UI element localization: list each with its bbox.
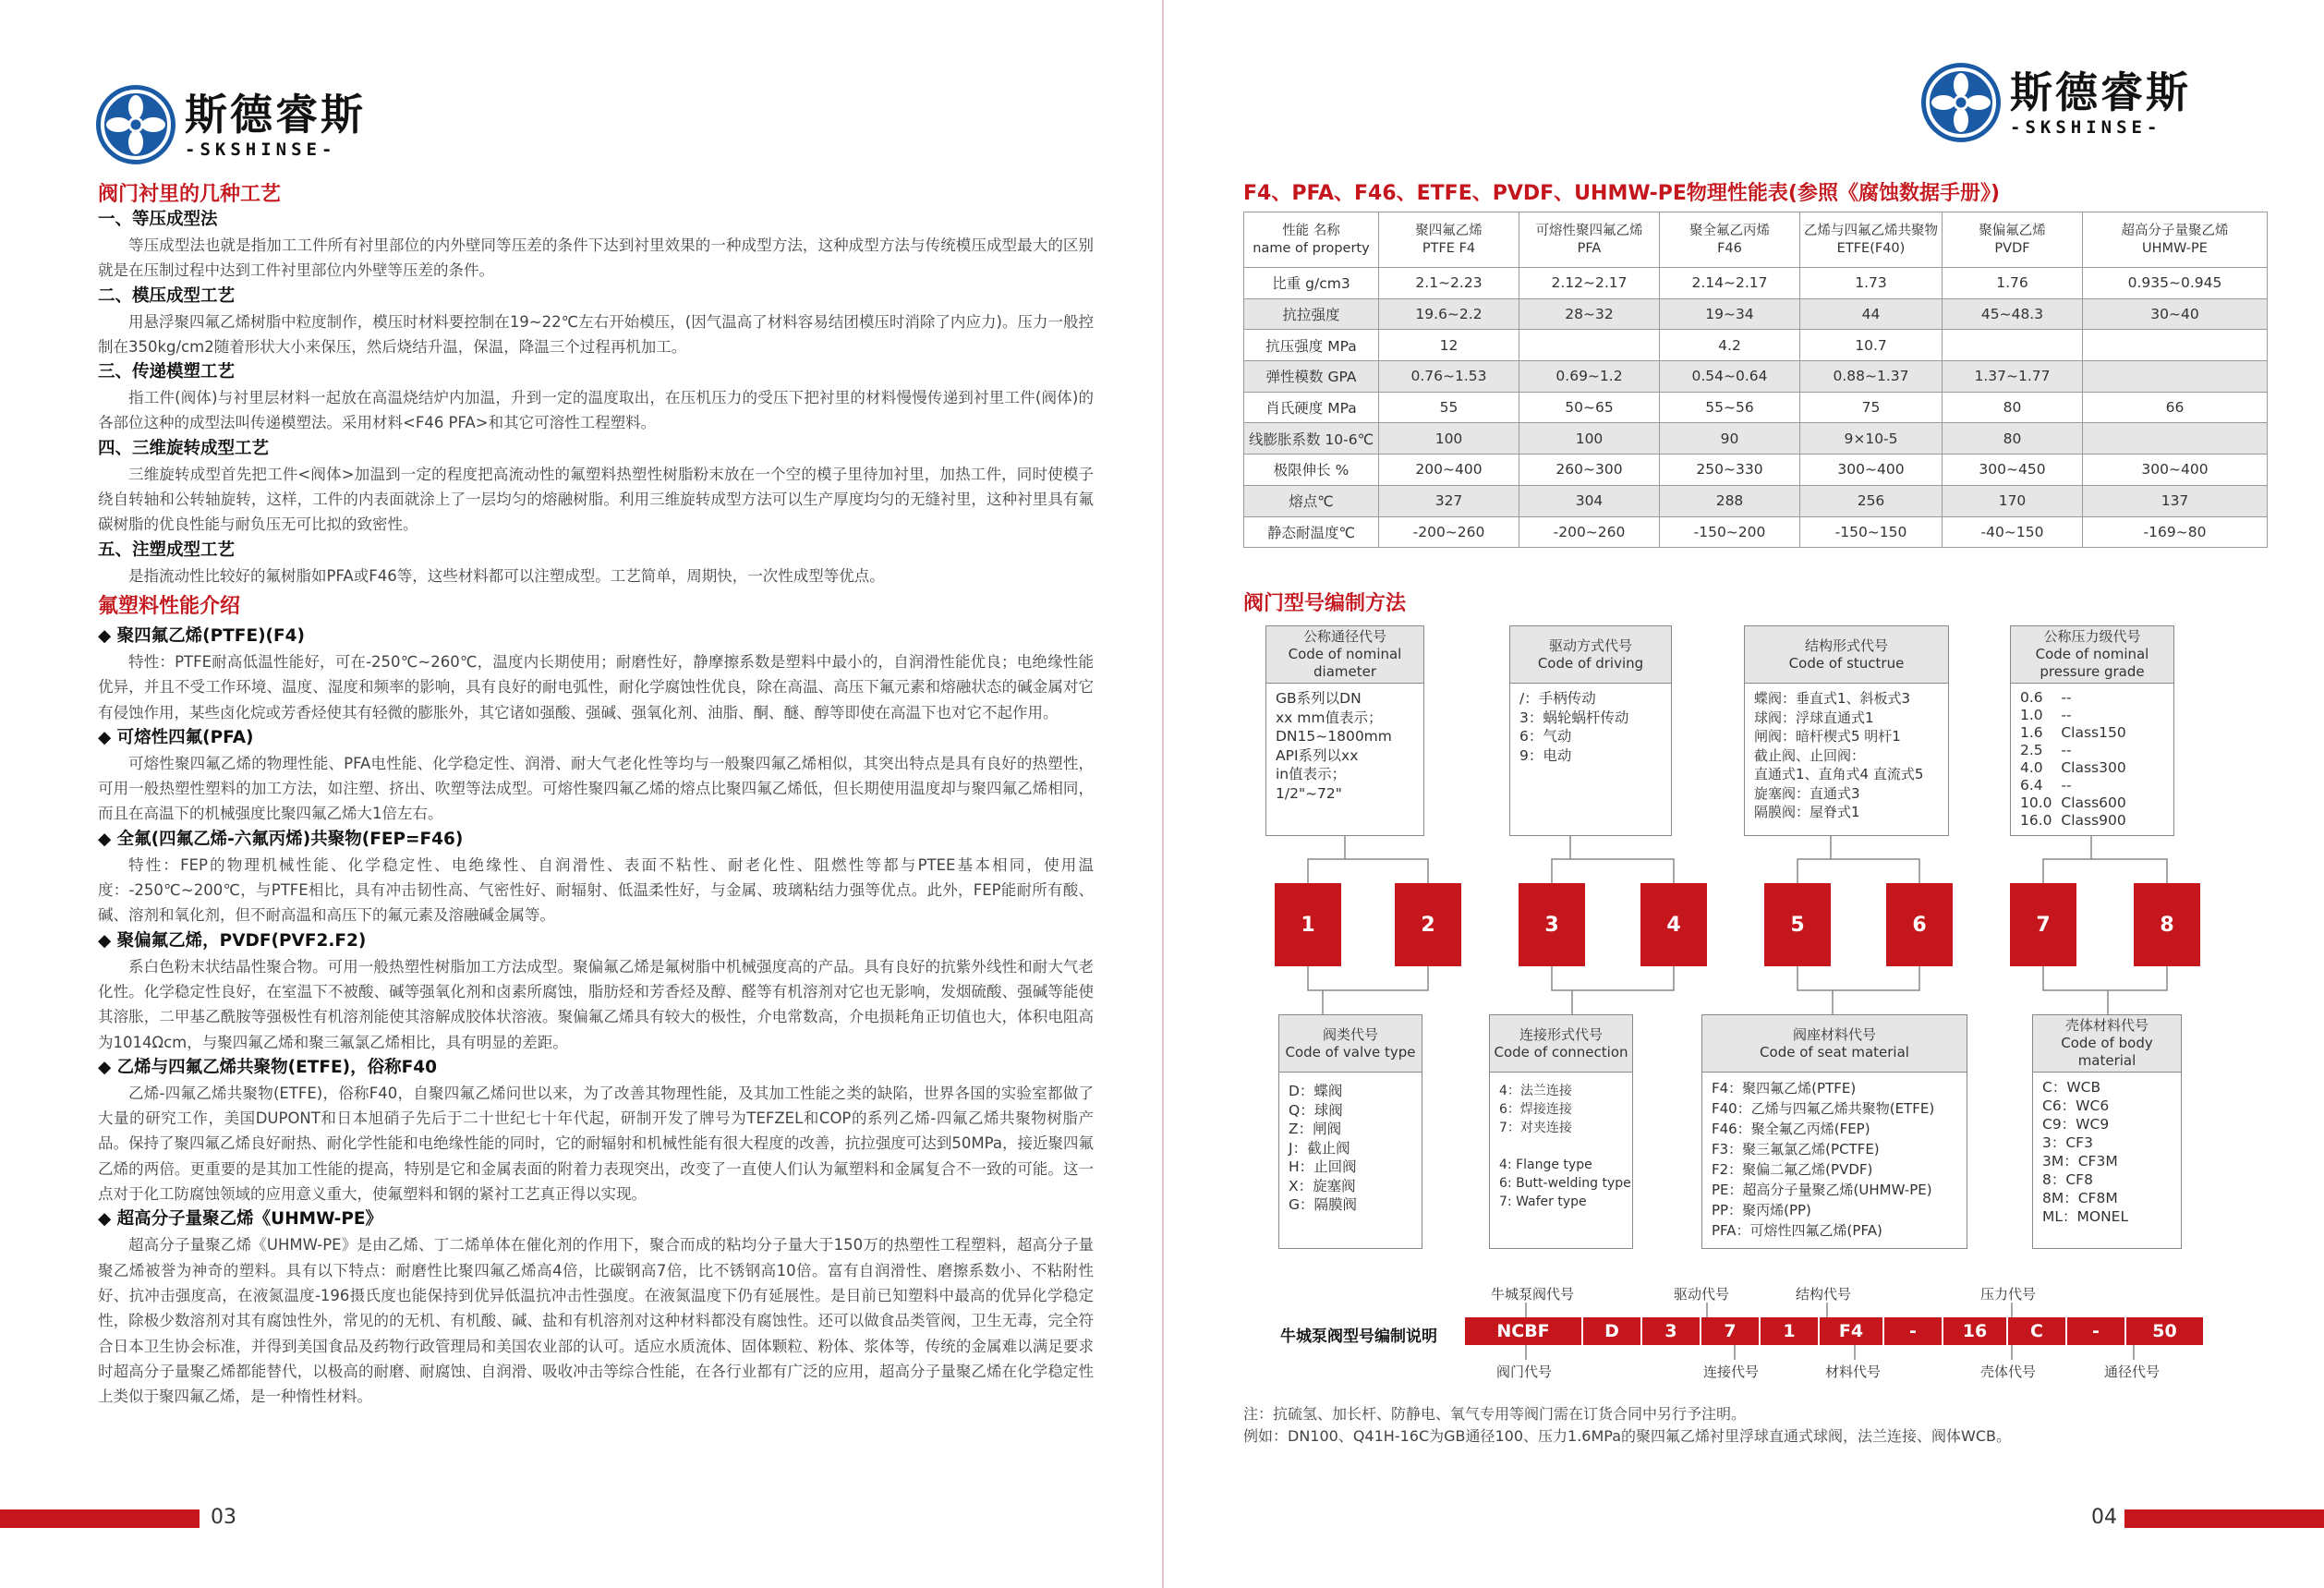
model-example-strip <box>1465 1317 2203 1345</box>
value-cell: 2.12~2.17 <box>1519 268 1660 299</box>
header-cell: 聚偏氟乙烯 PVDF <box>1943 212 2083 268</box>
value-cell: 28~32 <box>1519 298 1660 330</box>
row-label-cell: 熔点℃ <box>1244 485 1379 516</box>
value-cell: 0.76~1.53 <box>1379 361 1519 393</box>
value-cell: 300~400 <box>1800 455 1943 486</box>
value-cell: 55~56 <box>1660 392 1800 423</box>
value-cell: 256 <box>1800 485 1943 516</box>
process-section-5: 五、注塑成型工艺 是指流动性比较好的氟树脂如PFA或F46等，这些材料都可以注塑成型。工艺简单，周期快，一次性成型等优点。 <box>98 539 885 585</box>
value-cell: 1.37~1.77 <box>1943 361 2083 393</box>
label-body-code: 壳体代号 <box>1980 1364 2037 1380</box>
code-number-2: 2 <box>1395 883 1461 966</box>
value-cell: 0.69~1.2 <box>1519 361 1660 393</box>
example-label: 牛城泵阀型号编制说明 <box>1280 1327 1437 1346</box>
code-box-pressure: 公称压力级代号 Code of nominal pressure grade 0.6 -- 1.0 -- 1.6 Class150 2.5 -- 4.0 Class300 6.4 -- 10.0 Class600 16.0 Class900 <box>2010 625 2174 836</box>
value-cell: 80 <box>1943 423 2083 455</box>
note-line-2: 例如：DN100、Q41H-16C为GB通径100、压力1.6MPa的聚四氟乙烯衬里浮球直通式球阀，法兰连接、阀体WCB。 <box>1243 1427 2011 1445</box>
page-number-right: 04 <box>2091 1506 2117 1529</box>
value-cell: 100 <box>1379 423 1519 455</box>
value-cell: 45~48.3 <box>1943 298 2083 330</box>
value-cell: 12 <box>1379 330 1519 361</box>
logo-cn-text-right: 斯德睿斯 <box>2010 67 2191 117</box>
row-label-cell: 线膨胀系数 10-6℃ <box>1244 423 1379 455</box>
process-section-4: 四、三维旋转成型工艺 三维旋转成型首先把工件<阀体>加温到一定的程度把高流动性的氟塑料热塑性树脂粉末放在一个空的模子里待加衬里，加热工件，同时使模子绕自转轴和公转轴旋转，这样，工件的内表面就涂上了一层均匀的熔融树脂。利用三维旋转成型方法可以生产厚度均匀的无缝衬里，这种衬里具有氟碳树脂的优良性能与耐负压无可比拟的致密性。 <box>98 438 1094 534</box>
value-cell: -200~260 <box>1379 516 1519 548</box>
value-cell: 44 <box>1800 298 1943 330</box>
code-number-8: 8 <box>2134 883 2200 966</box>
value-cell: 19.6~2.2 <box>1379 298 1519 330</box>
property-table-title: F4、PFA、F46、ETFE、PVDF、UHMW-PE物理性能表(参照《腐蚀数据手册》) <box>1243 182 2001 205</box>
value-cell: 137 <box>2083 485 2268 516</box>
logo-en-text-right: -SKSHINSE- <box>2010 117 2162 138</box>
value-cell: 2.1~2.23 <box>1379 268 1519 299</box>
value-cell: -200~260 <box>1519 516 1660 548</box>
value-cell: 30~40 <box>2083 298 2268 330</box>
process-section-2: 二、模压成型工艺 用悬浮聚四氟乙烯树脂中粒度制作，模压时材料要控制在19~22℃左右开始模压，(因气温高了材料容易结团模压时消除了内应力)。压力一般控制在350kg/cm2随着形状大小来保压，然后烧结升温，保温，降温三个过程再机加工。 <box>98 285 1094 356</box>
value-cell: 50~65 <box>1519 392 1660 423</box>
value-cell: 0.54~0.64 <box>1660 361 1800 393</box>
value-cell: 288 <box>1660 485 1800 516</box>
value-cell: -169~80 <box>2083 516 2268 548</box>
material-pvdf: ◆ 聚偏氟乙烯，PVDF(PVF2.F2) 系白色粉末状结晶性聚合物。可用一般热塑性树脂加工方法成型。聚偏氟乙烯是氟树脂中机械强度高的产品。具有良好的抗紫外线性和耐大气老化性。化学稳定性良好，在室温下不被酸、碱等强氧化剂和卤素所腐蚀，脂肪烃和芳香烃及醇、醛等有机溶剂对它也无影响，发烟硫酸、强碱等能使其溶胀，二甲基乙酰胺等强极性有机溶剂能使其溶解成胶体状溶液。聚偏氟乙烯具有较大的极性，介电常数高，介电损耗角正切值也大，体积电阻高为1014Ωcm，与聚四氟乙烯和聚三氟氯乙烯相比，具有明显的差距。 <box>98 930 1094 1051</box>
row-label-cell: 抗拉强度 <box>1244 298 1379 330</box>
row-label-cell: 弹性模数 GPA <box>1244 361 1379 393</box>
value-cell: 304 <box>1519 485 1660 516</box>
strip-cell: 50 <box>2152 1321 2177 1341</box>
value-cell: 327 <box>1379 485 1519 516</box>
value-cell: 9×10-5 <box>1800 423 1943 455</box>
strip-cell: F4 <box>1820 1317 1884 1345</box>
value-cell: 260~300 <box>1519 455 1660 486</box>
strip-cell: NCBF <box>1465 1317 1583 1345</box>
header-cell: 超高分子量聚乙烯 UHMW-PE <box>2083 212 2268 268</box>
row-label-cell: 肖氏硬度 MPa <box>1244 392 1379 423</box>
logo-en-text: -SKSHINSE- <box>185 139 337 160</box>
value-cell: -40~150 <box>1943 516 2083 548</box>
header-cell: 聚四氟乙烯 PTFE F4 <box>1379 212 1519 268</box>
label-manufacturer-code: 牛城泵阀代号 <box>1491 1286 1575 1303</box>
row-label-cell: 抗压强度 MPa <box>1244 330 1379 361</box>
value-cell: 250~330 <box>1660 455 1800 486</box>
code-box-structure: 结构形式代号 Code of stuctrue 蝶阀：垂直式1、斜板式3 球阀：浮球直通式1 闸阀：暗杆楔式5 明杆1 截止阀、止回阀： 直通式1、直角式4 直流式5 旋塞阀：直通式3 隔膜阀：屋脊式1 <box>1744 625 1949 836</box>
code-box-valve-type: 阀类代号 Code of valve type D：蝶阀 Q：球阀 Z：闸阀 J：截止阀 H：止回阀 X：旋塞阀 G：隔膜阀 <box>1278 1014 1422 1249</box>
process-section-1: 一、等压成型法 等压成型法也就是指加工工件所有衬里部位的内外壁同等压差的条件下达到衬里效果的一种成型方法，这种成型方法与传统模压成型最大的区别就是在压制过程中达到工件衬里部位内外壁等压差的条件。 <box>98 210 1094 280</box>
fluoroplastic-title: 氟塑料性能介绍 <box>98 594 241 618</box>
value-cell: 55 <box>1379 392 1519 423</box>
strip-cell: - <box>1884 1317 1943 1345</box>
value-cell: 200~400 <box>1379 455 1519 486</box>
material-pfa: ◆ 可熔性四氟(PFA) 可熔性聚四氟乙烯的物理性能、PFA电性能、化学稳定性、润滑、耐大气老化性等均与一般聚四氟乙烯相似，其突出特点是具有良好的热塑性，可用一般热塑性塑料的加工方法，如注塑、挤出、吹塑等法成型。可熔性聚四氟乙烯的熔点比聚四氟乙烯低，但长期使用温度却与聚四氟乙烯相同，而且在高温下的机械强度比聚四氟乙烯大1倍左右。 <box>98 727 1094 823</box>
code-box-seat-material: 阀座材料代号 Code of seat material F4：聚四氟乙烯(PTFE) F40：乙烯与四氟乙烯共聚物(ETFE) F46：聚全氟乙丙烯(FEP) F3：聚三氟氯乙烯(PCTFE) F2：聚偏二氟乙烯(PVDF) PE：超高分子量聚乙烯(UHMW-PE) PP：聚丙烯(PP) PFA：可熔性四氟乙烯(PFA) <box>1701 1014 1967 1249</box>
header-cell: 乙烯与四氟乙烯共聚物 ETFE(F40) <box>1800 212 1943 268</box>
strip-cell: D <box>1583 1317 1642 1345</box>
strip-cell: - <box>2067 1317 2126 1345</box>
material-fep: ◆ 全氟(四氟乙烯-六氟丙烯)共聚物(FEP=F46) 特性：FEP的物理机械性能、化学稳定性、电绝缘性、自润滑性、表面不粘性、耐老化性、阻燃性等都与PTEE基本相同，使用温度：-250℃~200℃，与PTFE相比，具有冲击韧性高、气密性好、耐辐射、低温柔性好，与金属、玻璃粘结力强等优点。此外，FEP能耐所有酸、碱、溶剂和氧化剂，但不耐高温和高压下的氟元素及溶融碱金属等。 <box>98 829 1094 925</box>
label-valve-code: 阀门代号 <box>1496 1364 1553 1380</box>
value-cell: 90 <box>1660 423 1800 455</box>
page-number-left: 03 <box>211 1506 236 1529</box>
value-cell: 2.14~2.17 <box>1660 268 1800 299</box>
value-cell: 170 <box>1943 485 2083 516</box>
value-cell: -150~200 <box>1660 516 1800 548</box>
value-cell: 80 <box>1943 392 2083 423</box>
code-box-driving: 驱动方式代号 Code of driving /：手柄传动 3：蜗轮蜗杆传动 6：气动 9：电动 <box>1509 625 1672 836</box>
label-structure-code: 结构代号 <box>1796 1286 1852 1303</box>
value-cell: -150~150 <box>1800 516 1943 548</box>
logo-cn-text: 斯德睿斯 <box>185 90 366 139</box>
material-ptfe: ◆ 聚四氟乙烯(PTFE)(F4) 特性：PTFE耐高低温性能好，可在-250℃~260℃，温度内长期使用；耐磨性好，静摩擦系数是塑料中最小的，自润滑性能优良；电绝缘性能优异，并且不受工作环境、温度、湿度和频率的影响，具有良好的耐电弧性，耐化学腐蚀性优良，除在高温、高压下氟元素和熔融状态的碱金属对它有侵蚀作用，某些卤化烷或芳香烃使其有轻微的膨胀外，其它诸如强酸、强碱、强氧化剂、油脂、酮、醚、醇等即使在高温下也对它不起作用。 <box>98 625 1094 721</box>
header-cell: 性能 名称 name of property <box>1244 212 1379 268</box>
material-etfe: ◆ 乙烯与四氟乙烯共聚物(ETFE)，俗称F40 乙烯-四氟乙烯共聚物(ETFE)，俗称F40，自聚四氟乙烯问世以来，为了改善其物理性能，及其加工性能之类的缺陷，世界各国的实验室都做了大量的研究工作，美国DUPONT和日本旭硝子先后于二十世纪七十年代起，研制开发了牌号为TEFZEL和COP的系列乙烯-四氟乙烯共聚物树脂产品。保持了聚四氟乙烯良好耐热、耐化学性能和电绝缘性能的同时，它的耐辐射和机械性能有很大程度的改善，抗拉强度可达到50MPa，接近聚四氟乙烯的两倍。更重要的是其加工性能的提高，特别是它和金属表面的附着力表现突出，改变了一直使人们认为氟塑料和金属复合不一致的可能。这一点对于化工防腐蚀领域的应用意义重大，使氟塑料和钢的紧衬工艺真正得以实现。 <box>98 1057 1094 1204</box>
value-cell: 1.76 <box>1943 268 2083 299</box>
strip-cell: 16 <box>1943 1317 2008 1345</box>
code-number-7: 7 <box>2010 883 2076 966</box>
value-cell: 4.2 <box>1660 330 1800 361</box>
strip-cell: 7 <box>1701 1317 1761 1345</box>
code-box-nominal-diameter: 公称通径代号 Code of nominal diameter GB系列以DN xx mm值表示； DN15~1800mm API系列以xx in值表示； 1/2"~72" <box>1265 625 1424 836</box>
value-cell: 0.88~1.37 <box>1800 361 1943 393</box>
value-cell: 10.7 <box>1800 330 1943 361</box>
process-section-3: 三、传递模塑工艺 指工件(阀体)与衬里层材料一起放在高温烧结炉内加温，升到一定的温度取出，在压机压力的受压下把衬里的材料慢慢传递到衬里工件(阀体)的各部位这种的成型法叫传递模塑法。采用材料<F46 PFA>和其它可溶性工程塑料。 <box>98 362 1094 432</box>
code-number-6: 6 <box>1886 883 1953 966</box>
code-number-3: 3 <box>1519 883 1585 966</box>
code-box-connection: 连接形式代号 Code of connection 4：法兰连接 6：焊接连接 7：对夹连接 4: Flange type 6: Butt-welding type 7: Wafer type <box>1489 1014 1633 1249</box>
lining-process-title: 阀门衬里的几种工艺 <box>98 183 282 206</box>
value-cell: 19~34 <box>1660 298 1800 330</box>
code-number-5: 5 <box>1764 883 1831 966</box>
code-number-4: 4 <box>1640 883 1707 966</box>
label-material-code: 材料代号 <box>1825 1364 1882 1380</box>
value-cell: 300~450 <box>1943 455 2083 486</box>
code-box-body-material: 壳体材料代号 Code of body material C：WCB C6：WC6 C9：WC9 3：CF3 3M：CF3M 8：CF8 8M：CF8M ML：MONEL <box>2032 1014 2182 1249</box>
label-connection-code: 连接代号 <box>1703 1364 1760 1380</box>
label-diameter-code: 通径代号 <box>2104 1364 2161 1380</box>
value-cell: 300~400 <box>2083 455 2268 486</box>
strip-cell: 3 <box>1642 1317 1701 1345</box>
footer-bar-right <box>2124 1509 2324 1528</box>
strip-cell: C <box>2008 1317 2067 1345</box>
code-number-1: 1 <box>1275 883 1341 966</box>
material-uhmwpe: ◆ 超高分子量聚乙烯《UHMW-PE》 超高分子量聚乙烯《UHMW-PE》是由乙烯、丁二烯单体在催化剂的作用下，聚合而成的粘均分子量大于150万的热塑性工程塑料，超高分子量聚乙烯被誉为神奇的塑料。具有以下特点：耐磨性比聚四氟乙烯高4倍，比碳钢高7倍，比不锈钢高10倍。富有自润滑性、磨擦系数小、不粘附性好、抗冲击强度高，在液氮温度-196摄氏度也能保持到优异低温抗冲击性强度。在液氮温度下仍有延展性。是目前已知塑料中最高的优异化学稳定性，除极少数溶剂对其有腐蚀性外，常见的的无机、有机酸、碱、盐和有机溶剂对这种材料都没有腐蚀性。还可以做食品类管阀，卫生无毒，完全符合日本卫生协会标准，并得到美国食品及药物行政管理局和美国农业部的认可。适应水质流体、固体颗粒、粉体、浆体等，传统的金属难以满足要求时超高分子量聚乙烯都能替代，以极高的耐磨、耐腐蚀、自润滑、吸收冲击等综合性能，在各行业都有广泛的应用，超高分子量聚乙烯在化学稳定性上类似于聚四氟乙烯，是一种惰性材料。 <box>98 1209 1094 1406</box>
note-line-1: 注：抗硫氢、加长杆、防静电、氧气专用等阀门需在订货合同中另行予注明。 <box>1243 1405 1747 1423</box>
value-cell: 0.935~0.945 <box>2083 268 2268 299</box>
value-cell: 1.73 <box>1800 268 1943 299</box>
value-cell: 100 <box>1519 423 1660 455</box>
coding-method-title: 阀门型号编制方法 <box>1243 592 1407 615</box>
strip-cell: 1 <box>1761 1317 1820 1345</box>
row-label-cell: 极限伸长 % <box>1244 455 1379 486</box>
value-cell: 75 <box>1800 392 1943 423</box>
label-pressure-code: 压力代号 <box>1980 1286 2037 1303</box>
header-cell: 可熔性聚四氟乙烯 PFA <box>1519 212 1660 268</box>
row-label-cell: 比重 g/cm3 <box>1244 268 1379 299</box>
value-cell: 66 <box>2083 392 2268 423</box>
row-label-cell: 静态耐温度℃ <box>1244 516 1379 548</box>
header-cell: 聚全氟乙丙烯 F46 <box>1660 212 1800 268</box>
label-driving-code: 驱动代号 <box>1674 1286 1730 1303</box>
